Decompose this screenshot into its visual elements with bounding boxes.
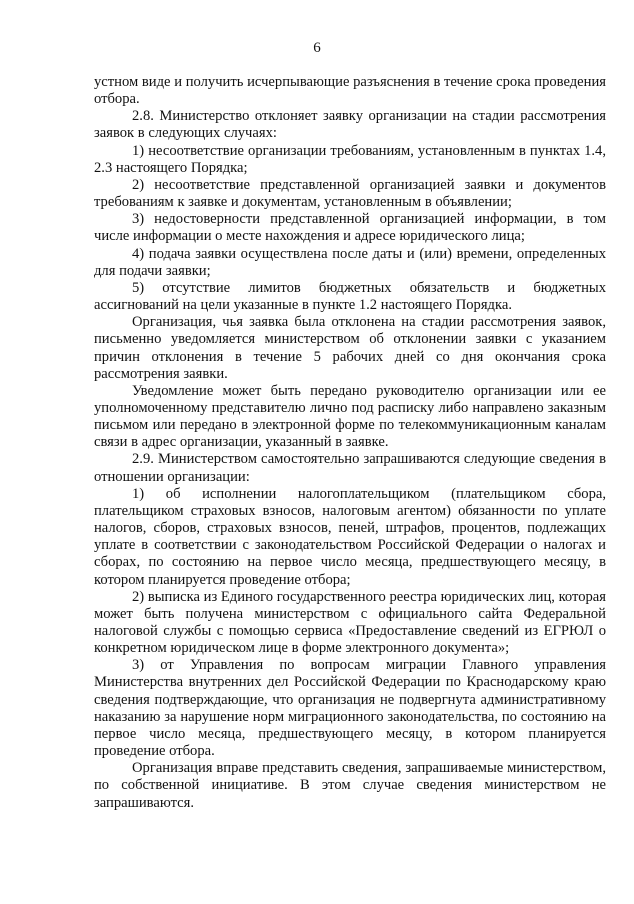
document-body bbox=[94, 74, 606, 812]
paragraph-notice-delivery: Уведомление может быть передано руководителю организации или ее уполномоченному представителю лично под расписку либо направлено заказным письмом или передано в электронной форме по телекоммуникационным каналам связи в адрес организации, указанный в заявке. bbox=[94, 382, 606, 451]
paragraph-rejection-notice: Организация, чья заявка была отклонена на стадии рассмотрения заявок, письменно уведомляется министерством об отклонении заявки с указанием причин отклонения в течение 5 рабочих дней со дня окончания срока рассмотрения заявки. bbox=[94, 314, 606, 382]
paragraph-own-initiative: Организация вправе представить сведения, запрашиваемые министерством, по собственной инициативе. В этом случае сведения министерством не запрашиваются. bbox=[94, 760, 606, 811]
paragraph-clause-2-9-item-2: 2) выписка из Единого государственного реестра юридических лиц, которая может быть получена министерством с официального сайта Федеральной налоговой службы с помощью сервиса «Предоставление сведений из ЕГРЮЛ о конкретном юридическом лице в форме электронного документа»; bbox=[94, 588, 606, 657]
paragraph-clause-2-9-item-3: 3) от Управления по вопросам миграции Главного управления Министерства внутренних дел Российской Федерации по Краснодарскому краю сведения подтверждающие, что организация не подвергнута административному наказанию за нарушение норм миграционного законодательства, по состоянию на первое число месяца, предшествующего месяцу, в котором планируется проведение отбора. bbox=[94, 657, 606, 760]
paragraph-continuation: устном виде и получить исчерпывающие разъяснения в течение срока проведения отбора. bbox=[94, 74, 606, 108]
paragraph-clause-2-9: 2.9. Министерством самостоятельно запрашиваются следующие сведения в отношении организации: bbox=[94, 451, 606, 485]
paragraph-clause-2-9-item-1: 1) об исполнении налогоплательщиком (плательщиком сбора, плательщиком страховых взносов, налоговым агентом) обязанности по уплате налогов, сборов, страховых взносов, пеней, штрафов, процентов, подлежащих уплате в соответствии с законодательством Российской Федерации о налогах и сборах, по состоянию на первое число месяца, предшествующего месяцу, в котором планируется проведение отбора; bbox=[94, 485, 606, 588]
paragraph-clause-2-8-item-1: 1) несоответствие организации требованиям, установленным в пунктах 1.4, 2.3 настоящего Порядка; bbox=[94, 142, 606, 176]
paragraph-clause-2-8-item-3: 3) недостоверности представленной организацией информации, в том числе информации о месте нахождения и адресе юридического лица; bbox=[94, 211, 606, 245]
paragraph-clause-2-8-item-2: 2) несоответствие представленной организацией заявки и документов требованиям к заявке и документам, установленным в объявлении; bbox=[94, 176, 606, 211]
page-number: 6 bbox=[313, 40, 321, 56]
paragraph-clause-2-8-item-4: 4) подача заявки осуществлена после даты и (или) времени, определенных для подачи заявки; bbox=[94, 245, 606, 279]
paragraph-clause-2-8-item-5: 5) отсутствие лимитов бюджетных обязательств и бюджетных ассигнований на цели указанные в пункте 1.2 настоящего Порядка. bbox=[94, 279, 606, 314]
paragraph-clause-2-8: 2.8. Министерство отклоняет заявку организации на стадии рассмотрения заявок в следующих случаях: bbox=[94, 108, 606, 142]
